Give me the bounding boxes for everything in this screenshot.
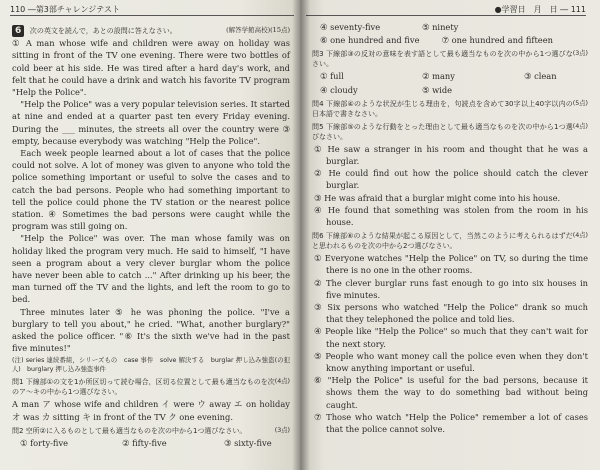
left-page-header: 110 ―第3部チャレンジテスト xyxy=(10,5,120,14)
choice-item: ① He saw a stranger in his room and thought that he was a burglar. xyxy=(314,143,588,167)
choice-item: ② The clever burglar runs fast enough to go into six houses in five minutes. xyxy=(314,277,588,300)
right-page xyxy=(300,0,600,470)
option-item: ① forty-five xyxy=(20,437,69,448)
question-1-text: 問1 下線部①の文を1か所区切って読む場合，区切る位置として最も適当なものを次のア〜キの中から1つ選びなさい。 xyxy=(12,378,275,397)
question-number-badge: 6 xyxy=(12,25,24,37)
choice-item: ② He could find out how the police should catch the clever burglar. xyxy=(314,168,588,191)
question-3-options xyxy=(320,70,588,82)
right-page-header: ●学習日 月 日 ― 111 xyxy=(494,5,586,14)
question-4-points: (5点) xyxy=(572,99,588,107)
option-item: ⑤ ninety xyxy=(422,22,459,32)
question-2 xyxy=(12,426,290,436)
header-rule xyxy=(10,15,294,16)
question-4 xyxy=(312,99,588,119)
question-6 xyxy=(312,231,588,251)
passage-paragraph-4: "Help the Police" was over. The man whose family was on holiday liked the program very much. He said to himself, "I have seen a program about a very clever burglar whom the police have never been able to catch ..." After drinking up his beer, the man turned off the TV and the lights, and left the room to go to bed. xyxy=(12,233,290,305)
choice-item: ③ He was afraid that a burglar might come into his house. xyxy=(314,192,561,203)
passage-paragraph-2: "Help the Police" was a very popular television series. It started at nine and ended at a quarter past ten every Friday evening. During the ___ minutes, the streets all over the country were ③ empty, because everybody was watching "Help the Police". xyxy=(12,99,290,146)
left-page-body xyxy=(12,24,290,450)
question-source: (解答学館高校)(15点) xyxy=(226,26,290,34)
question-heading xyxy=(12,24,290,37)
choice-item: ④ He found that something was stolen from the room in his house. xyxy=(314,204,588,228)
question-2-points: (3点) xyxy=(274,426,290,434)
option-item: ② fifty-five xyxy=(122,437,167,448)
question-3-text: 問3 下線部③の反対の意味を表す語として最も適当なものを次の中から1つ選びなさい。 xyxy=(312,50,573,69)
option-item: ⑥ one hundred and five xyxy=(320,35,420,46)
passage-paragraph-5: Three minutes later ⑤ he was phoning the police. "I've a burglary to tell you about," he cried. "What, another burglary?" asked the police officer. "⑥ It's the sixth we've had in the past five minutes!" xyxy=(12,306,290,354)
passage-paragraph-3: Each week people learned about a lot of cases that the police could not solve. A lot of money was given to anyone who told the police something important or useful to solve the cases and to catch the bad persons. People who had something important to tell the police could phone the TV station or the nearest police station. ④ Sometimes the bad persons were caught while the program was still going on. xyxy=(12,148,290,232)
question-instruction: 次の英文を読んで，あとの設問に答えなさい。 xyxy=(29,27,177,35)
choice-item: ① Everyone watches "Help the Police" on TV, so during the time there is no one in the other rooms. xyxy=(314,253,588,276)
question-2-options-continued xyxy=(320,21,588,33)
option-item: ③ clean xyxy=(524,71,557,82)
option-item: ③ sixty-five xyxy=(224,437,272,448)
question-2-text: 問2 空所②に入るものとして最も適当なものを次の中から1つ選びなさい。 xyxy=(12,426,247,435)
question-6-points: (4点) xyxy=(572,232,588,240)
question-1-sentence: A man ア whose wife and children イ were ウ away エ on holiday オ was カ sitting キ in front of the TV ク one evening. xyxy=(12,399,290,422)
choice-item: ④ People like "Help the Police" so much that they can't wait for the next story. xyxy=(314,326,588,349)
choice-item: ⑤ People who want money call the police even when they don't know anything important or useful. xyxy=(314,350,588,374)
question-5-text: 問5 下線部⑤のような行動をとった理由として最も適当なものを次の中から1つ選びなさい。 xyxy=(312,122,573,141)
question-2-options xyxy=(20,437,290,449)
option-item: ⑤ wide xyxy=(422,84,453,95)
question-2-options-continued xyxy=(320,34,588,46)
choice-item: ⑥ "Help the Police" is useful for the bad persons, because it shows them the way to do something bad without being caught. xyxy=(314,375,588,410)
question-1 xyxy=(12,377,290,397)
option-item: ④ seventy-five xyxy=(320,22,381,32)
question-1-points: (4点) xyxy=(274,378,290,386)
passage-paragraph-1: ① A man whose wife and children were away on holiday was sitting in front of the TV one evening. There were two bottles of cold beer at his side. He was tired after a hard day's work, and felt that he could have a drink and watch his favorite TV program "Help the Police". xyxy=(12,38,290,98)
option-item: ① full xyxy=(320,71,344,82)
option-item: ⑦ one hundred and fifteen xyxy=(441,35,553,46)
right-page-body xyxy=(312,20,588,435)
choice-item: ⑦ Those who watch "Help the Police" remember a lot of cases that the police cannot solve. xyxy=(314,411,588,435)
question-4-text: 問4 下線部④のような状況が生じる理由を，句読点を含めて30字以上40字以内の日本語で書きなさい。 xyxy=(312,99,573,118)
header-rule xyxy=(306,15,586,16)
glossary-note: (注) series 連続番組，シリーズもの case 事件 solve 解決する burglar 押し込み強盗(の犯人) burglary 押し込み強盗事件 xyxy=(12,357,290,374)
option-item: ④ cloudy xyxy=(320,84,358,95)
question-5 xyxy=(312,122,588,142)
option-item: ② many xyxy=(422,71,455,82)
question-3-points: (3点) xyxy=(572,50,588,58)
choice-item: ③ Six persons who watched "Help the Police" drank so much that they telephoned the police and told lies. xyxy=(314,302,588,325)
question-3-options xyxy=(320,84,588,96)
question-6-text: 問6 下線部⑥のような結果が起こる原因として，当然このように考えられるはずだと思われるものを次の中から2つ選びなさい。 xyxy=(312,232,573,251)
question-3 xyxy=(312,49,588,69)
question-5-points: (4点) xyxy=(572,122,588,130)
